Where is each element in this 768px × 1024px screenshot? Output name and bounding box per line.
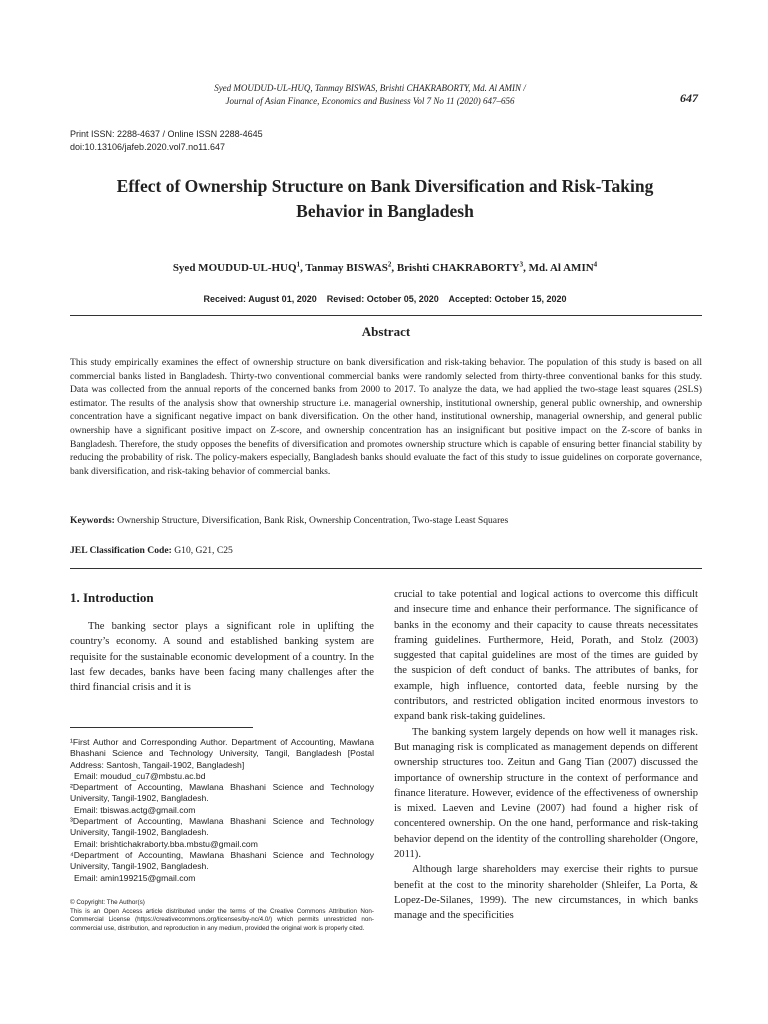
author-name: Tanmay BISWAS <box>305 261 388 274</box>
author-separator: , <box>300 261 306 274</box>
running-head-authors: Syed MOUDUD-UL-HUQ, Tanmay BISWAS, Brishti CHAKRABORTY, Md. Al AMIN / <box>214 83 526 93</box>
author <box>305 262 396 274</box>
footnote-email: Email: amin199215@gmail.com <box>74 872 196 883</box>
abstract-bottom-divider <box>70 568 702 569</box>
page-number: 647 <box>680 91 698 105</box>
doi-line: doi:10.13106/jafeb.2020.vol7.no11.647 <box>70 142 225 152</box>
paper-title <box>70 174 700 224</box>
author-affiliation-mark: 3 <box>519 260 524 268</box>
paragraph: crucial to take potential and logical actions to overcome this difficult and insecure time and enhance their performance. The significance of banks in the economy and their capacity to cause threats necessitates framing guidelines. Furthermore, Heid, Porath, and Stolz (2003) suggested that capital guidelines are most of the times are guided by the suspicion of deft conduct of banks. The attributes of banks, for example, high influence, contorted data, feeble nursing by the contributors, and restricted obligation incited enormous investors to expand bank risk-taking guidelines. <box>394 589 698 723</box>
footnote-email: Email: moudud_cu7@mbstu.ac.bd <box>74 770 206 781</box>
footnote-email: Email: brishtichakraborty.bba.mbstu@gmail.com <box>74 838 258 849</box>
author-separator: , <box>391 261 397 274</box>
issn-block <box>70 128 263 154</box>
author-name: Syed MOUDUD-UL-HUQ <box>172 261 297 274</box>
abstract-top-divider <box>70 315 702 316</box>
keywords <box>70 515 702 526</box>
author <box>173 262 306 274</box>
running-head <box>150 82 590 108</box>
section-heading-introduction: 1. Introduction <box>70 590 154 605</box>
author-name: Md. Al AMIN <box>528 261 594 274</box>
left-column-text <box>70 619 374 695</box>
footnote-affiliation: ¹First Author and Corresponding Author. Department of Accounting, Mawlana Bhashani Science and Technology University, Tangil, Bangladesh [Postal Address: Santosh, Tangail-1902, Bangladesh] <box>70 737 374 770</box>
author <box>397 262 529 274</box>
license-notice <box>70 899 374 933</box>
author-separator: , <box>523 261 529 274</box>
author-affiliation-mark: 4 <box>593 260 598 268</box>
footnote <box>70 816 374 850</box>
keywords-value: Ownership Structure, Diversification, Bank Risk, Ownership Concentration, Two-stage Least Squares <box>117 515 509 526</box>
abstract-heading: Abstract <box>361 324 411 339</box>
keywords-label: Keywords: <box>70 515 115 526</box>
footnote-affiliation: ³Department of Accounting, Mawlana Bhashani Science and Technology University, Tangil-1902, Bangladesh. <box>70 816 374 838</box>
footnote-affiliation: ⁴Department of Accounting, Mawlana Bhashani Science and Technology University, Tangil-1902, Bangladesh. <box>70 849 374 872</box>
author-affiliation-mark: 2 <box>387 260 392 268</box>
footnote-email: Email: tbiswas.actg@gmail.com <box>74 804 196 815</box>
paragraph: Although large shareholders may exercise their rights to pursue benefit at the cost to the minority shareholder (Shleifer, La Porta, & Lopez-De-Silanes, 1999). The new circumstances, in which banks manage and the specificities <box>394 864 698 922</box>
footnote <box>70 850 374 884</box>
copyright-line: © Copyright: The Author(s) <box>70 899 145 906</box>
right-column-text <box>394 587 698 924</box>
publication-dates: Received: August 01, 2020 Revised: October 05, 2020 Accepted: October 15, 2020 <box>203 294 567 304</box>
author-list <box>70 260 700 274</box>
author <box>529 262 598 274</box>
running-head-journal: Journal of Asian Finance, Economics and Business Vol 7 No 11 (2020) 647–656 <box>225 96 515 106</box>
author-name: Brishti CHAKRABORTY <box>396 261 520 274</box>
jel-label: JEL Classification Code: <box>70 545 172 556</box>
footnotes <box>70 737 374 884</box>
footnote <box>70 737 374 782</box>
license-text: This is an Open Access article distributed under the terms of the Creative Commons Attribution Non-Commercial License (https://creativecommons.org/licenses/by-nc/4.0/) which permits unrestricted non-commercial use, distribution, and reproduction in any medium, provided the original work is properly cited. <box>70 907 374 932</box>
jel-value: G10, G21, C25 <box>174 545 233 556</box>
abstract-text: This study empirically examines the effect of ownership structure on bank diversification and risk-taking behavior. The population of this study is based on all commercial banks listed in Bangladesh. Thirty-two conventional commercial banks were randomly selected from thirty-three conventional banks for this study. Data was collected from the annual reports of the concerned banks from 2000 to 2017. To analyze the data, we had applied the two-stage least squares (2SLS) estimator. The results of the analysis show that ownership structure i.e. managerial ownership, institutional ownership, general public ownership, and ownership concentration have a significant negative impact on bank diversification. On the other hand, institutional ownership, managerial ownership, and general public ownership have a significant positive impact on Z-score, and ownership concentration has an insignificant but positive impact on the Z-score of banks in Bangladesh. Therefore, the study opposes the benefits of diversification and promotes ownership structure which is capable of ensuring better financial stability by reducing the probability of risk. The policy-makers especially, Bangladesh banks should evaluate the fact of this study to issue guidelines on corporate governance, bank diversification, and risk-taking behavior of commercial banks. <box>70 357 702 477</box>
issn-line: Print ISSN: 2288-4637 / Online ISSN 2288-4645 <box>70 129 263 139</box>
footnote-affiliation: ²Department of Accounting, Mawlana Bhashani Science and Technology University, Tangil-1902, Bangladesh. <box>70 782 374 804</box>
footnote <box>70 782 374 816</box>
author-affiliation-mark: 1 <box>296 260 301 268</box>
title-line-2: Behavior in Bangladesh <box>296 201 474 221</box>
title-line-1: Effect of Ownership Structure on Bank Diversification and Risk-Taking <box>116 176 654 196</box>
footnote-divider <box>70 727 253 728</box>
paragraph: The banking system largely depends on how well it manages risk. But managing risk is complicated as management depends on different ownership structures too. Zeitun and Gang Tian (2007) discussed the importance of ownership structure in the context of performance and finance literature. However, evidence of the effectiveness of ownership is mixed. Laeven and Levine (2007) had found a higher risk of concentered ownership. On the one hand, performance and risk-taking behavior depend on the identity of the controlling shareholder (Ongore, 2011). <box>394 726 698 861</box>
paragraph: The banking sector plays a significant role in uplifting the country’s economy. A sound and established banking system are requisite for the sustainable economic development of a country. In the last few decades, banks have been facing many challenges after the third financial crisis and it is <box>70 621 374 694</box>
jel-classification <box>70 545 702 556</box>
